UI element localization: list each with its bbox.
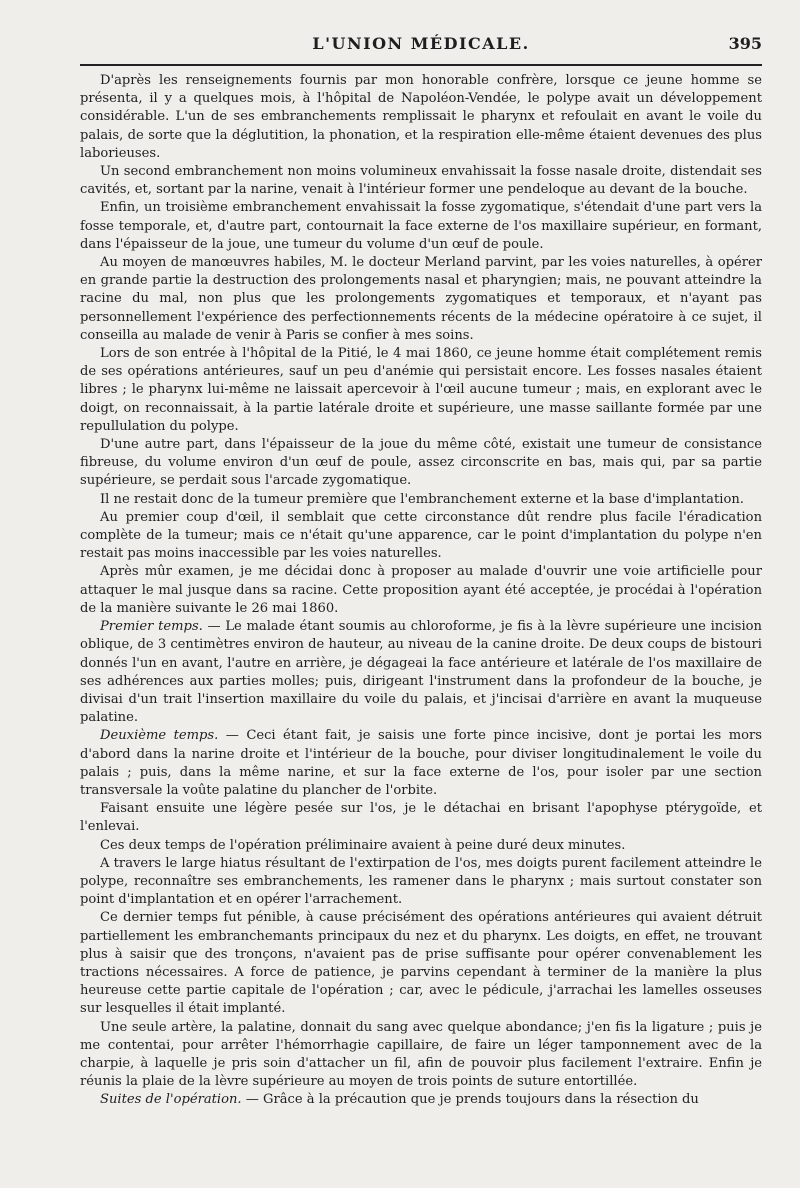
paragraph-text: Une seule artère, la palatine, donnait du sang avec quelque abondance; j'en fis la ligature ; puis je me contentai, pour arrêter l'hémorrhagie capillaire, de faire un léger tamponnement avec de la charpie, à laquelle je pris soin d'attacher un fil, afin de pouvoir plus facilement l'extraire. Enfin je réunis la plaie de la lèvre supérieure au moyen de trois points de suture entortillée. [80, 1019, 762, 1090]
paragraph [80, 1091, 762, 1109]
paragraph-text: — Le malade étant soumis au chloroforme, je fis à la lèvre supérieure une incision oblique, de 3 centimètres environ de hauteur, au niveau de la canine droite. De deux coups de bistouri donnés l'un en avant, l'autre en arrière, je dégageai la face antérieure et latérale de l'os maxillaire de ses adhérences aux parties molles; puis, dirigeant l'instrument dans la profondeur de la bouche, je divisai d'un trait l'insertion maxillaire du voile du palais, et j'incisai d'arrière en avant la muqueuse palatine. [80, 619, 762, 726]
paragraph-text: Après mûr examen, je me décidai donc à proposer au malade d'ouvrir une voie artificielle pour attaquer le mal jusque dans sa racine. Cette proposition ayant été acceptée, je procédai à l'opération de la manière suivante le 26 mai 1860. [80, 564, 762, 616]
paragraph-text: Ces deux temps de l'opération préliminaire avaient à peine duré deux minutes. [100, 837, 626, 853]
paragraph-text: Au premier coup d'œil, il semblait que cette circonstance dût rendre plus facile l'éradication complète de la tumeur; mais ce n'était qu'une apparence, car le point d'implantation du polype n'en restait pas moins inaccessible par les voies naturelles. [80, 509, 762, 562]
paragraph-text: Il ne restait donc de la tumeur première que l'embranchement externe et la base d'implantation. [100, 491, 744, 507]
article-body [80, 72, 762, 1110]
paragraph [80, 727, 762, 800]
paragraph [80, 909, 762, 1018]
paragraph-lead: Premier temps. [100, 619, 203, 635]
paragraph-text: — Grâce à la précaution que je prends toujours dans la résection du [241, 1092, 699, 1108]
running-header [80, 0, 762, 62]
paragraph [80, 163, 762, 199]
paragraph-text: Un second embranchement non moins volumineux envahissait la fosse nasale droite, distendait ses cavités, et, sortant par la narine, venait à l'intérieur former une pendeloque au devant de la bouche. [80, 164, 762, 198]
paragraph [80, 491, 762, 509]
running-title: L'UNION MÉDICALE. [312, 34, 530, 53]
paragraph [80, 345, 762, 436]
page-number: 395 [728, 34, 762, 53]
paragraph-text: Enfin, un troisième embranchement envahissait la fosse zygomatique, s'étendait d'une part vers la fosse temporale, et, d'autre part, contournait la face externe de l'os maxillaire supérieur, en formant, dans l'épaisseur de la joue, une tumeur du volume d'un œuf de poule. [80, 200, 762, 252]
paragraph-text: Ce dernier temps fut pénible, à cause précisément des opérations antérieures qui avaient détruit partiellement les embranchemants principaux du nez et du pharynx. Les doigts, en effet, ne trouvant plus à saisir que des tronçons, n'avaient pas de prise suffisante pour opérer convenablement les tractions nécessaires. A force de patience, je parvins cependant à terminer de la manière la plus heureuse cette partie capitale de l'opération ; car, avec le pédicule, j'arrachai les lamelles osseuses sur lesquelles il était implanté. [80, 910, 762, 1017]
paragraph [80, 563, 762, 618]
header-rule [80, 64, 762, 66]
paragraph [80, 254, 762, 345]
paragraph [80, 199, 762, 254]
paragraph [80, 509, 762, 564]
paragraph [80, 618, 762, 727]
paragraph [80, 72, 762, 163]
paragraph-lead: Suites de l'opération. [100, 1092, 242, 1108]
paragraph-text: D'après les renseignements fournis par mon honorable confrère, lorsque ce jeune homme se présenta, il y a quelques mois, à l'hôpital de Napoléon-Vendée, le polype avait un développement considérable. L'un de ses embranchements remplissait le pharynx et refoulait en avant le voile du palais, de sorte que la déglutition, la phonation, et la respiration elle-même étaient devenues des plus laborieuses. [80, 73, 762, 161]
paragraph [80, 800, 762, 836]
paragraph-text: Au moyen de manœuvres habiles, M. le docteur Merland parvint, par les voies naturelles, à opérer en grande partie la destruction des prolongements nasal et pharyngien; mais, ne pouvant atteindre la racine du mal, non plus que les prolongements zygomatiques et temporaux, et n'ayant pas personnellement l'expérience des perfectionnements récents de la médecine opératoire à ce sujet, il conseilla au malade de venir à Paris se confier à mes soins. [80, 255, 762, 343]
paragraph-text: D'une autre part, dans l'épaisseur de la joue du même côté, existait une tumeur de consistance fibreuse, du volume environ d'un œuf de poule, assez circonscrite en bas, mais qui, par sa partie supérieure, se perdait sous l'arcade zygomatique. [80, 437, 762, 489]
paragraph [80, 436, 762, 491]
paragraph-lead: Deuxième temps. [100, 728, 219, 744]
paragraph [80, 1019, 762, 1092]
paragraph-text: Faisant ensuite une légère pesée sur l'os, je le détachai en brisant l'apophyse ptérygoïde, et l'enlevai. [80, 801, 762, 835]
paragraph-text: A travers le large hiatus résultant de l'extirpation de l'os, mes doigts purent facilement atteindre le polype, reconnaître ses embranchements, les ramener dans le pharynx ; mais surtout constater son point d'implantation et en opérer l'arrachement. [80, 855, 762, 908]
paragraph [80, 837, 762, 855]
paragraph [80, 855, 762, 910]
paragraph-text: — Ceci étant fait, je saisis une forte pince incisive, dont je portai les mors d'abord dans la narine droite et l'intérieur de la bouche, pour diviser longitudinalement le voile du palais ; puis, dans la même narine, et sur la face externe de l'os, pour isoler par une section transversale la voûte palatine du plancher de l'orbite. [80, 728, 762, 798]
paragraph-text: Lors de son entrée à l'hôpital de la Pitié, le 4 mai 1860, ce jeune homme était complétement remis de ses opérations antérieures, sauf un peu d'anémie qui persistait encore. Les fosses nasales étaient libres ; le pharynx lui-même ne laissait apercevoir à l'œil aucune tumeur ; mais, en explorant avec le doigt, on reconnaissait, à la partie latérale droite et supérieure, une masse saillante formée par une repullulation du polype. [80, 346, 762, 434]
